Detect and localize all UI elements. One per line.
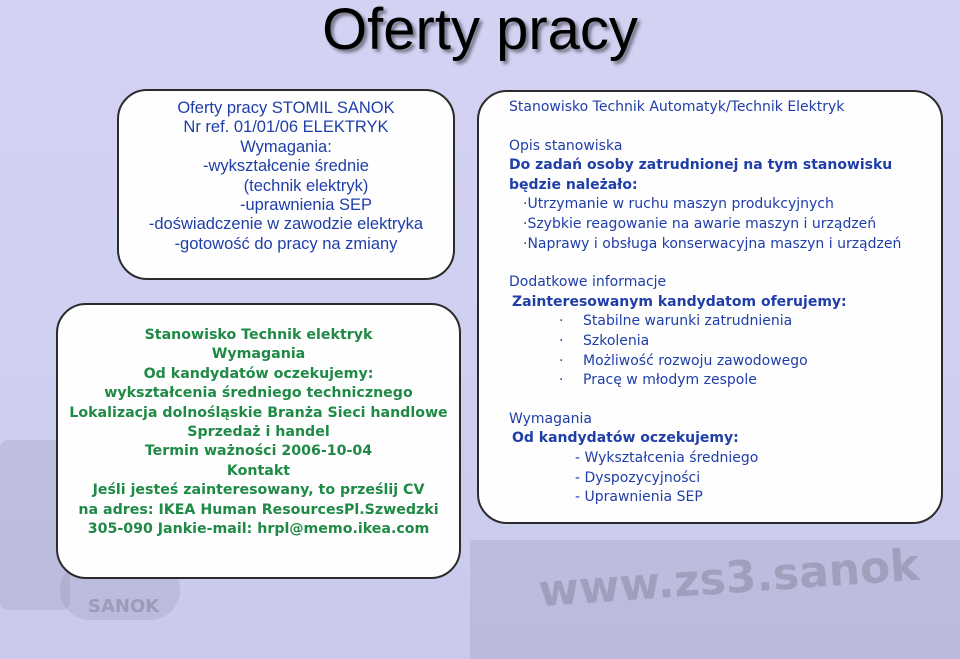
offer-item-text: Możliwość rozwoju zawodowego (583, 352, 808, 369)
offer-line: Sprzedaż i handel (187, 424, 330, 441)
offer-box-automatyk (477, 90, 943, 524)
offer-line: Od kandydatów oczekujemy: (143, 365, 374, 382)
tasks-heading: będzie należało: (509, 176, 638, 193)
tasks-heading: Do zadań osoby zatrudnionej na tym stanowisku (509, 157, 893, 174)
page-title: Oferty pracy (322, 0, 638, 62)
offer-line: -doświadczenie w zawodzie elektryka (148, 215, 424, 234)
description-label: Opis stanowiska (509, 137, 623, 154)
watermark-logo-text: SANOK (88, 596, 160, 617)
offer-box-stomil (117, 89, 455, 280)
offer-line: Lokalizacja dolnośląskie Branża Sieci handlowe (69, 404, 448, 421)
offer-line: Jeśli jesteś zainteresowany, to prześlij CV (92, 482, 425, 499)
bullet: · (559, 352, 564, 369)
extra-info-label: Dodatkowe informacje (509, 274, 667, 291)
task-item: ·Utrzymanie w ruchu maszyn produkcyjnych (523, 196, 834, 213)
watermark-url-text: www.zs3.sanok (537, 539, 922, 618)
offer-line: (technik elektryk) (243, 176, 369, 195)
requirement-item: - Dyspozycyjności (575, 469, 701, 486)
offer-line: wykształcenia średniego technicznego (104, 385, 413, 402)
offer-line: Kontakt (226, 462, 291, 479)
task-item: ·Naprawy i obsługa konserwacyjna maszyn i urządzeń (523, 235, 902, 252)
offer-heading: Zainteresowanym kandydatom oferujemy: (512, 293, 847, 310)
bullet: · (559, 313, 564, 330)
offer-line: -uprawnienia SEP (239, 196, 373, 215)
bullet: · (559, 372, 564, 389)
offer-item-text: Pracę w młodym zespole (583, 372, 757, 389)
offer-line: na adres: IKEA Human ResourcesPl.Szwedzki (78, 501, 439, 518)
position-title: Stanowisko Technik Automatyk/Technik Elektryk (509, 99, 845, 115)
requirement-item: - Uprawnienia SEP (575, 489, 703, 506)
offer-item-text: Szkolenia (583, 332, 650, 349)
offer-line: Stanowisko Technik elektryk (144, 327, 373, 343)
offer-line: Oferty pracy STOMIL SANOK (177, 99, 395, 117)
offer-line: Wymagania (211, 346, 306, 363)
offer-line: -gotowość do pracy na zmiany (174, 234, 398, 253)
task-item: ·Szybkie reagowanie na awarie maszyn i urządzeń (523, 215, 877, 232)
requirement-item: - Wykształcenia średniego (575, 449, 759, 466)
offer-item (509, 352, 941, 372)
offer-item (509, 371, 941, 391)
offer-line: Nr ref. 01/01/06 ELEKTRYK (183, 118, 389, 137)
offer-line: -wykształcenie średnie (203, 157, 369, 176)
watermark-shape (470, 540, 960, 659)
offer-line: Wymagania: (240, 137, 332, 156)
offer-item (509, 312, 941, 332)
offer-line: Termin ważności 2006-10-04 (144, 443, 373, 460)
requirements-heading: Od kandydatów oczekujemy: (512, 430, 739, 447)
offer-box-ikea (56, 303, 461, 579)
bullet: · (559, 332, 564, 349)
requirements-label: Wymagania (509, 410, 592, 427)
offer-item (509, 332, 941, 352)
offer-line: 305-090 Jankie-mail: hrpl@memo.ikea.com (87, 521, 430, 538)
offer-item-text: Stabilne warunki zatrudnienia (583, 313, 793, 330)
